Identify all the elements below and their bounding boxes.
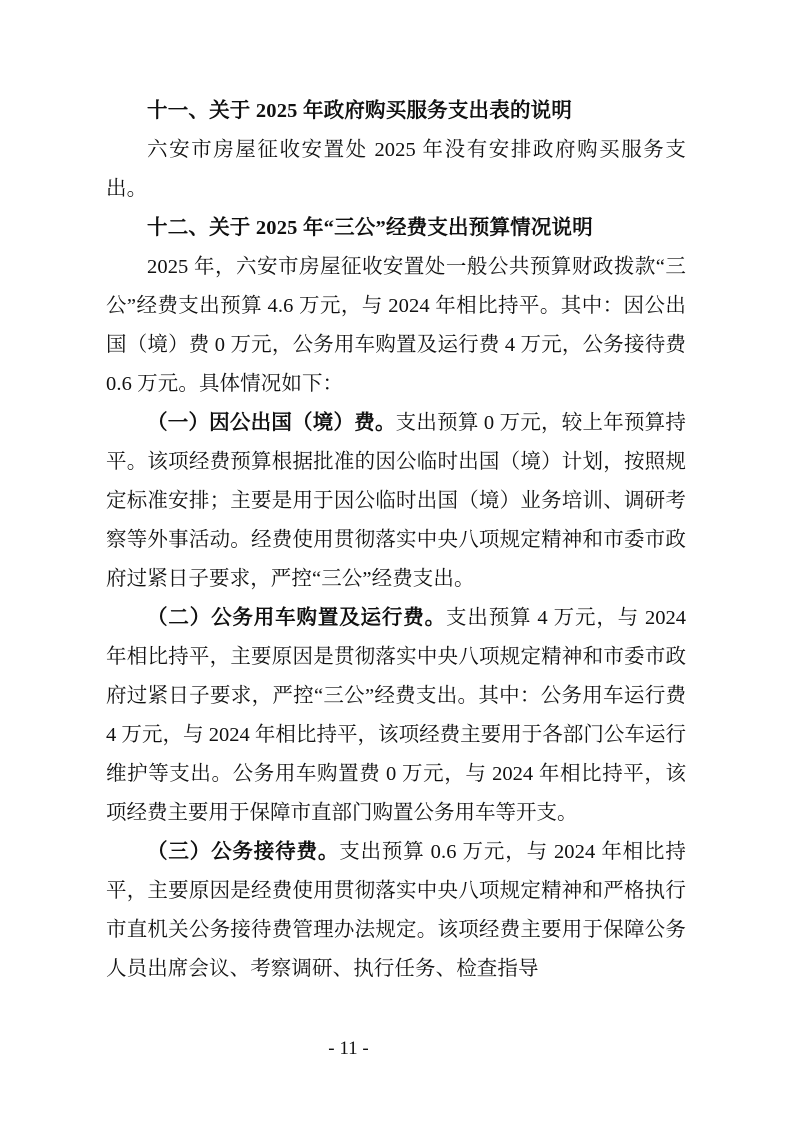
paragraph-12-2-lead: （一）因公出国（境）费。 xyxy=(147,412,396,434)
paragraph-11-1: 六安市房屋征收安置处 2025 年没有安排政府购买服务支出。 xyxy=(106,139,686,200)
document-body xyxy=(106,92,686,989)
paragraph-12-2-text: 支出预算 0 万元，较上年预算持平。该项经费预算根据批准的因公临时出国（境）计划，按照规定标准安排；主要是用于因公临时出国（境）业务培训、调研考察等外事活动。经费使用贯彻落实中央八项规定精神和市委市政府过紧日子要求，严控“三公”经费支出。 xyxy=(106,412,686,590)
paragraph-12-1: 2025 年，六安市房屋征收安置处一般公共预算财政拨款“三公”经费支出预算 4.6 万元，与 2024 年相比持平。其中：因公出国（境）费 0 万元，公务用车购置及运行费 4 万元，公务接待费 0.6 万元。具体情况如下： xyxy=(106,256,686,395)
section-heading-11: 十一、关于 2025 年政府购买服务支出表的说明 xyxy=(147,100,573,122)
paragraph-12-3-lead: （二）公务用车购置及运行费。 xyxy=(147,607,446,629)
paragraph-12-4 xyxy=(106,833,686,989)
paragraph-12-3-text: 支出预算 4 万元，与 2024 年相比持平，主要原因是贯彻落实中央八项规定精神和市委市政府过紧日子要求，严控“三公”经费支出。其中：公务用车运行费 4 万元，与 2024 年相比持平，该项经费主要用于各部门公车运行维护等支出。公务用车购置费 0 万元，与 2024 年相比持平，该项经费主要用于保障市直部门购置公务用车等开支。 xyxy=(106,607,687,824)
paragraph-12-4-lead: （三）公务接待费。 xyxy=(147,841,340,863)
paragraph-12-4-text: 支出预算 0.6 万元，与 2024 年相比持平，主要原因是经费使用贯彻落实中央八项规定精神和严格执行市直机关公务接待费管理办法规定。该项经费主要用于保障公务人员出席会议、考察调研、执行任务、检查指导 xyxy=(106,841,686,980)
paragraph-12-3 xyxy=(106,599,686,833)
paragraph-12-2 xyxy=(106,404,686,599)
page-number: - 11 - xyxy=(328,1038,369,1059)
section-heading-12: 十二、关于 2025 年“三公”经费支出预算情况说明 xyxy=(147,217,593,239)
